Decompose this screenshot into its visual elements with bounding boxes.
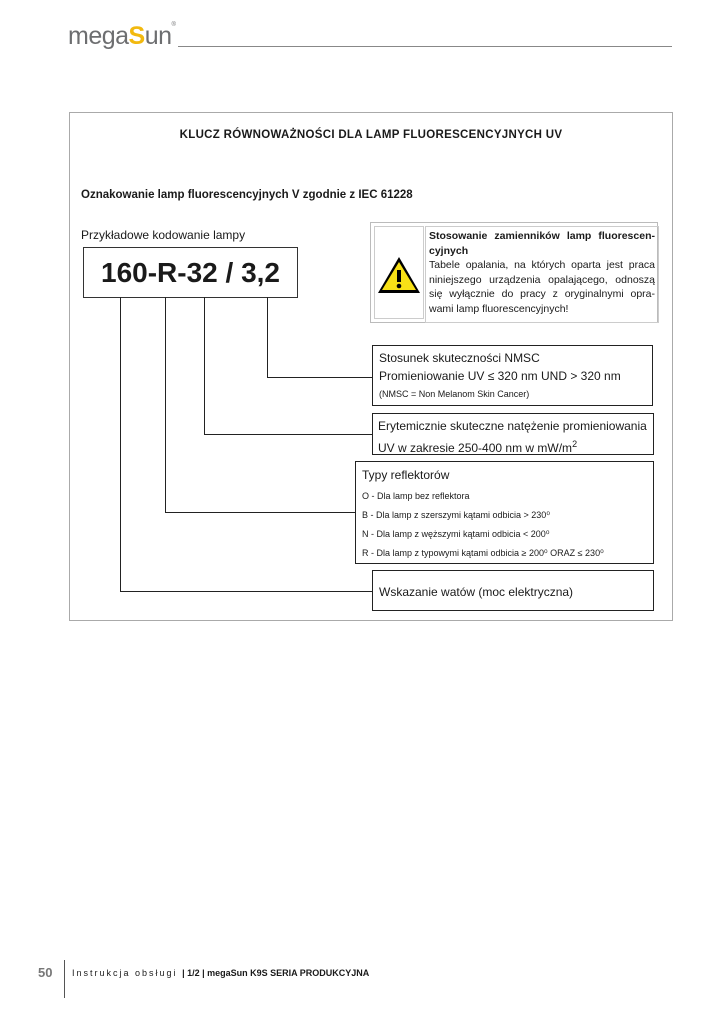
warning-heading: Stosowanie zamienników lamp fluorescen-cyjnych [429, 230, 655, 257]
reflectors-heading: Typy reflektorów [362, 468, 450, 482]
warning-triangle-icon [374, 226, 424, 319]
nmsc-box [372, 345, 653, 406]
reflector-item: B - Dla lamp z szerszymi kątami odbicia > 230⁰ [362, 510, 550, 520]
warning-box [370, 222, 658, 323]
example-code: 160-R-32 / 3,2 [83, 247, 298, 298]
watts-label: Wskazanie watów (moc elektryczna) [379, 585, 574, 599]
watts-box [372, 570, 654, 611]
reflector-item: R - Dla lamp z typowymi kątami odbicia ≥ 200⁰ ORAZ ≤ 230⁰ [362, 548, 604, 558]
subtitle: Oznakowanie lamp fluorescencyjnych V zgodnie z IEC 61228 [81, 189, 413, 201]
connector-line [204, 434, 372, 435]
connector-line [165, 512, 355, 513]
logo-text-end: un [144, 22, 172, 50]
reflector-item: O - Dla lamp bez reflektora [362, 491, 470, 501]
header-rule [178, 46, 672, 47]
connector-line [120, 297, 121, 592]
footer-divider [64, 960, 65, 998]
nmsc-line2: Promieniowanie UV ≤ 320 nm UND > 320 nm [379, 369, 621, 383]
eryt-line1: Erytemicznie skuteczne natężenie promieniowania [378, 419, 647, 433]
logo-s: S [128, 22, 145, 50]
connector-line [267, 297, 268, 378]
connector-line [165, 297, 166, 513]
page-title: KLUCZ RÓWNOWAŻNOŚCI DLA LAMP FLUORESCENCYJNYCH UV [179, 129, 563, 141]
reflector-item: N - Dla lamp z węższymi kątami odbicia < 200⁰ [362, 529, 550, 539]
reflectors-box [355, 461, 654, 564]
eryt-sup: 2 [572, 439, 578, 449]
logo [68, 22, 175, 51]
page-number: 50 [38, 965, 53, 980]
connector-line [204, 297, 205, 435]
logo-text: mega [68, 22, 129, 50]
logo-reg: ® [171, 22, 176, 28]
nmsc-line1: Stosunek skuteczności NMSC [379, 351, 540, 365]
erythemal-box [372, 413, 654, 455]
warning-body: Tabele opalania, na których oparta jest praca niniejszego urządzenia opalającego, odnoszą się wyłącznie do pracy z oryginalnymi opra-wami lamp fluorescencyjnych! [429, 259, 655, 315]
example-label: Przykładowe kodowanie lampy [81, 228, 246, 242]
connector-line [120, 591, 372, 592]
connector-line [267, 377, 372, 378]
eryt-line2: UV w zakresie 250-400 nm w mW/m [378, 441, 573, 455]
footer-product: | 1/2 | megaSun K9S SERIA PRODUKCYJNA [182, 968, 370, 978]
nmsc-note: (NMSC = Non Melanom Skin Cancer) [379, 389, 530, 399]
footer-manual: Instrukcja obsługi [72, 968, 178, 978]
footer-text [72, 968, 369, 978]
